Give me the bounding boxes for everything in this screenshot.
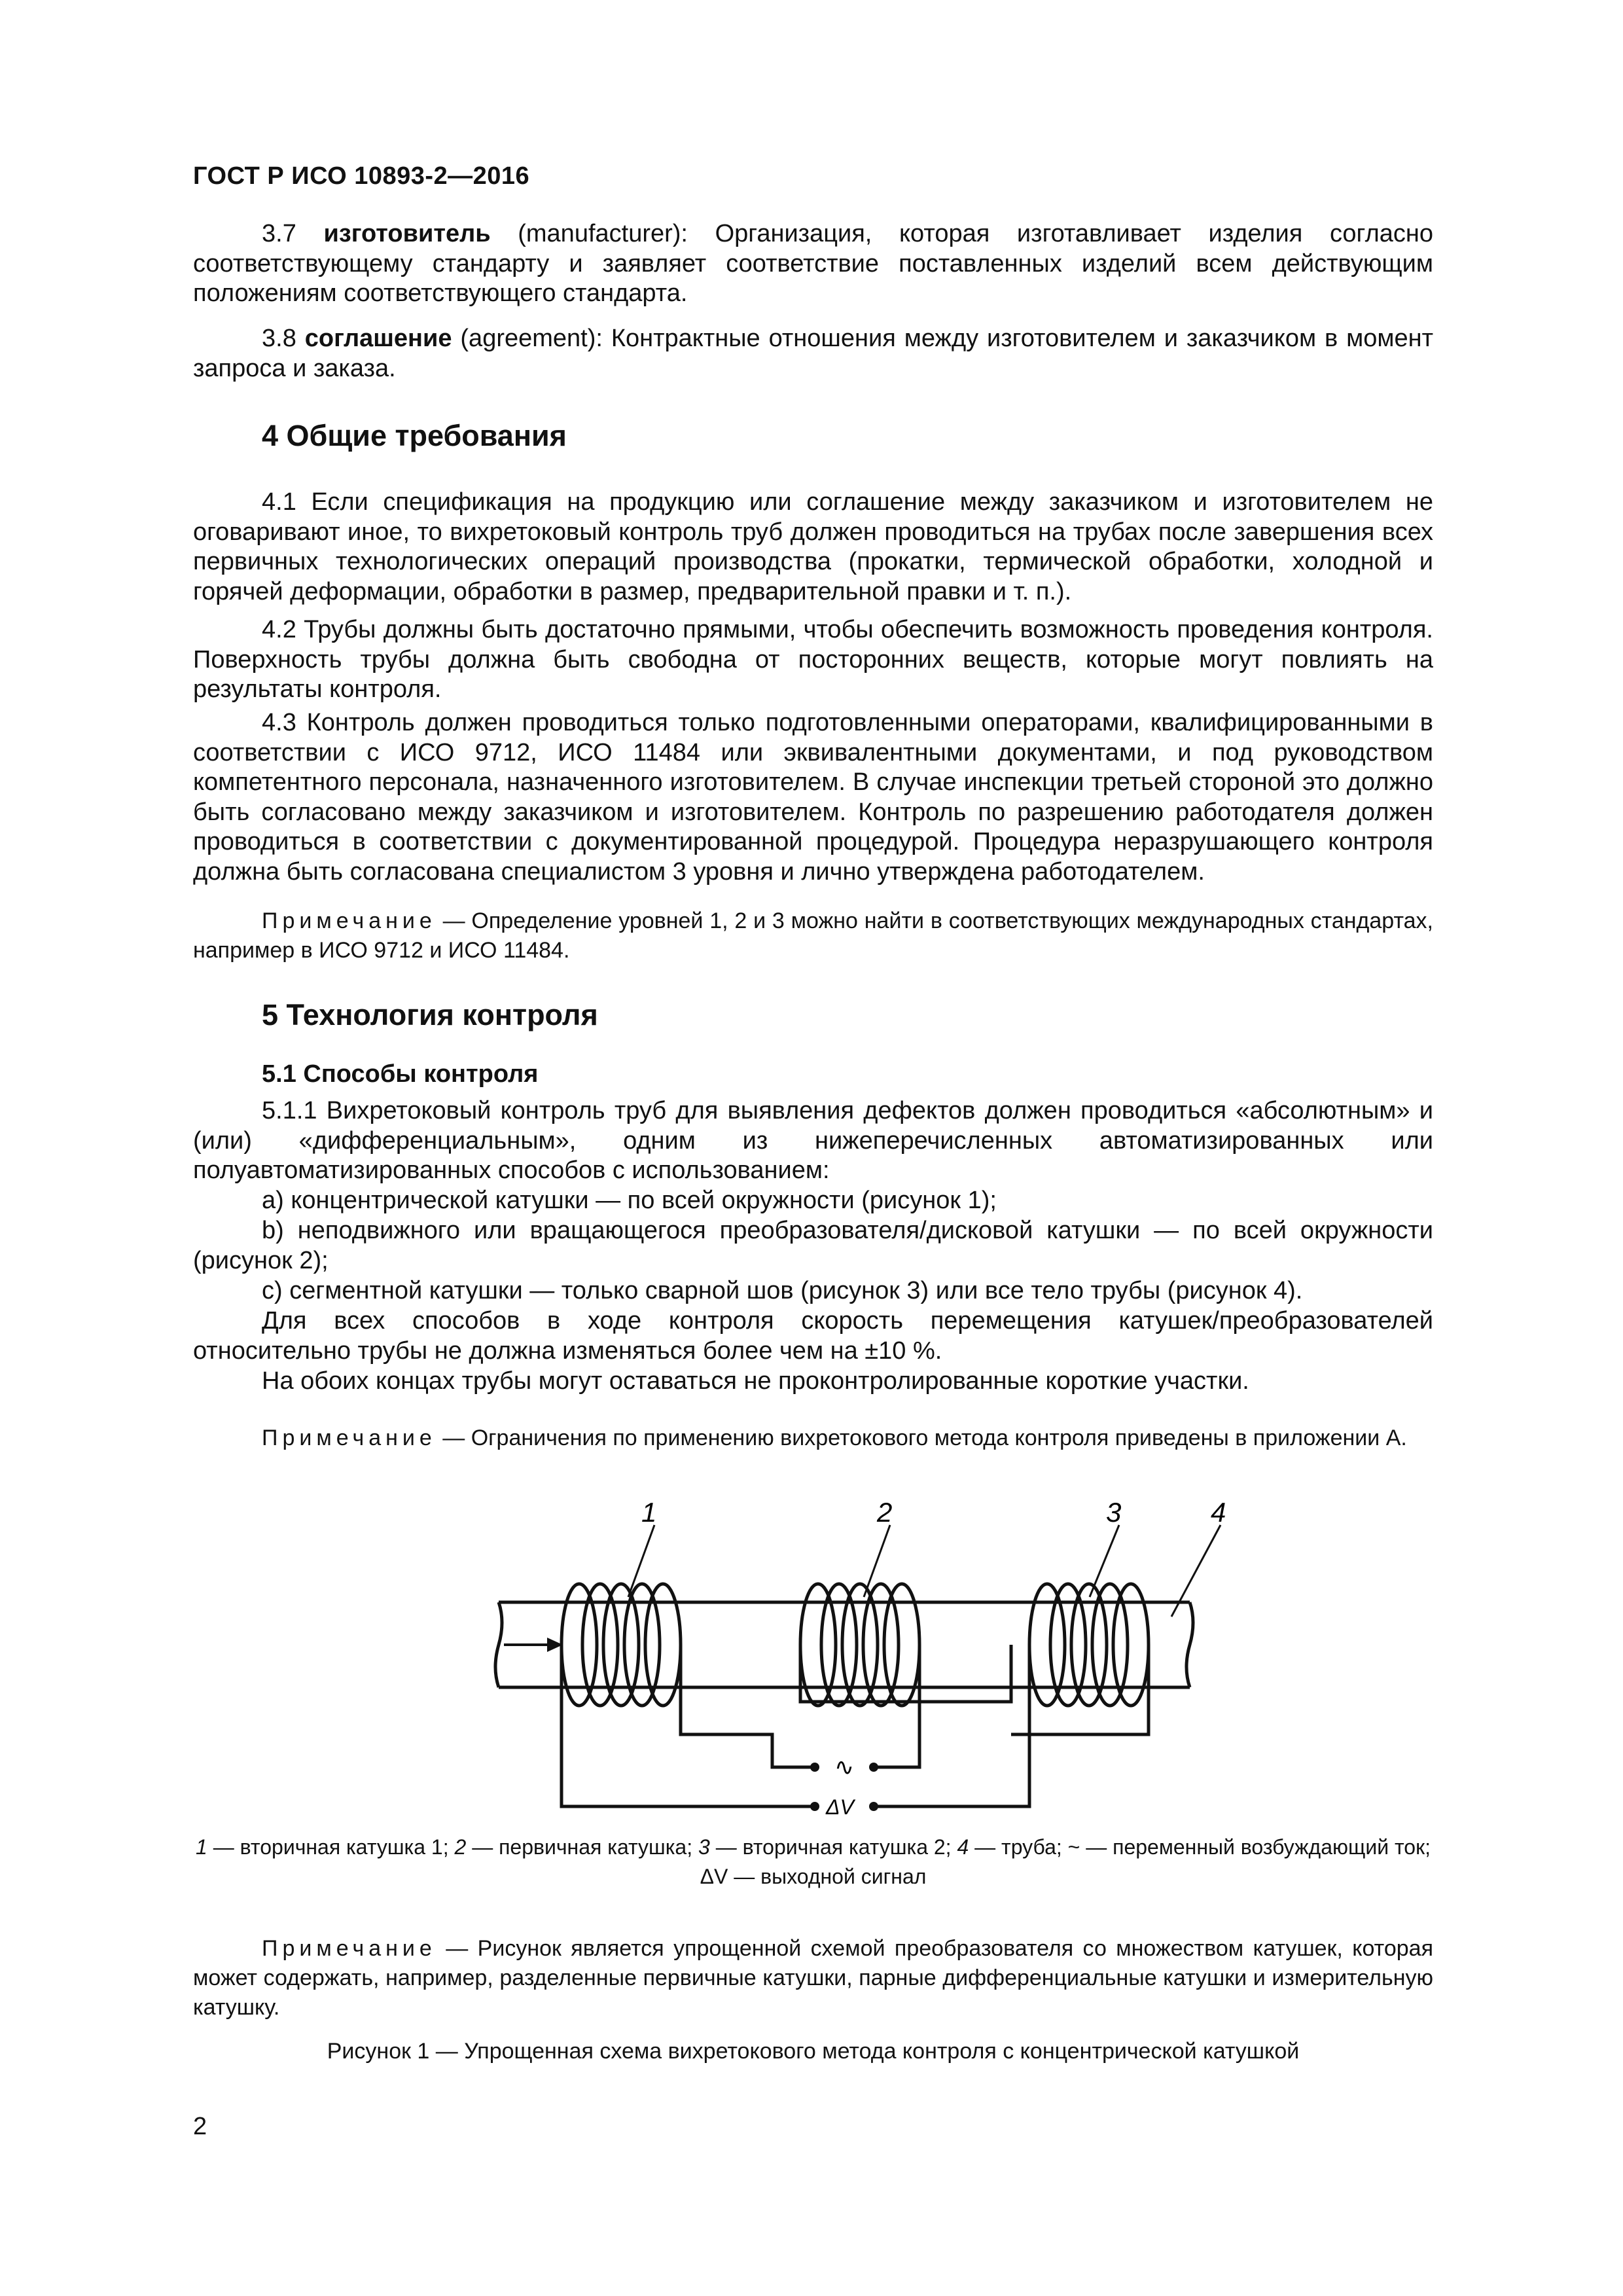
term-name: соглашение: [304, 325, 452, 352]
paragraph-speed: Для всех способов в ходе контроля скорость перемещения катушек/преобразователей относительно трубы не должна изменяться более чем на ±10 %.: [193, 1307, 1433, 1365]
paragraph-4-2: 4.2 Трубы должны быть достаточно прямыми, чтобы обеспечить возможность проведения контроля. Поверхность трубы должна быть свободна от посторонних веществ, которые могут повлиять на результаты контроля.: [193, 616, 1433, 703]
terminal-dv-left: [810, 1802, 819, 1811]
legend-item-dv: ΔV — выходной сигнал: [700, 1865, 927, 1888]
list-item-b: b) неподвижного или вращающегося преобразователя/дисковой катушки — по всей окружности (рисунок 2);: [193, 1217, 1433, 1274]
label-2: 2: [877, 1497, 893, 1528]
paragraph-4-3: 4.3 Контроль должен проводиться только подготовленными операторами, квалифицированными в соответствии с ИСО 9712, ИСО 11484 или эквивалентными документами, и под руководством компетентного персонала, назначенного изготовителем. В случае инспекции третьей стороной это должно быть согласовано между заказчиком и изготовителем. Контроль по разрешению работодателя должен проводиться в соответствии с документированной процедурой. Процедура неразрушающего контроля должна быть согласована специалистом 3 уровня и лично утверждена работодателем.: [193, 709, 1433, 886]
term-3-7: 3.7 изготовитель (manufacturer): Организация, которая изготавливает изделия согласно соответствующему стандарту и заявляет соответствие поставленных изделий всем действующим положениям соответствующего стандарта.: [193, 220, 1434, 307]
label-3: 3: [1106, 1497, 1122, 1528]
leader-1: [628, 1525, 654, 1597]
figure-1-caption: Рисунок 1 — Упрощенная схема вихретокового метода контроля с концентрической катушкой: [327, 2039, 1300, 2064]
term-name: изготовитель: [323, 220, 491, 247]
legend-item-2: 2 — первичная катушка;: [454, 1835, 698, 1859]
section-5-heading: 5 Технология контроля: [262, 998, 598, 1031]
leader-4: [1171, 1525, 1221, 1617]
note-4: Примечание — Определение уровней 1, 2 и 3 можно найти в соответствующих международных стандартах, например в ИСО 9712 и ИСО 11484.: [193, 908, 1433, 963]
wire-series-link: [800, 1645, 1011, 1702]
ac-source-symbol: ∿: [834, 1753, 855, 1780]
terminal-ac-right: [869, 1763, 878, 1772]
legend-item-1: 1 — вторичная катушка 1;: [196, 1835, 455, 1859]
list-item-a: a) концентрической катушки — по всей окружности (рисунок 1);: [262, 1187, 997, 1214]
paragraph-4-1: 4.1 Если спецификация на продукцию или соглашение между заказчиком и изготовителем не оговаривают иное, то вихретоковый контроль труб должен проводиться на трубах после завершения всех первичных технологических операций производства (прокатки, термической обработки, холодной и горячей деформации, обработки в размер, предварительной правки и т. п.).: [193, 488, 1433, 605]
term-3-8: 3.8 соглашение (agreement): Контрактные отношения между изготовителем и заказчиком в момент запроса и заказа.: [193, 325, 1433, 382]
wire-dv-right: [877, 1645, 1029, 1806]
pipe-right-break: [1186, 1602, 1193, 1687]
terminal-dv-right: [869, 1802, 878, 1811]
terminal-ac-left: [810, 1763, 819, 1772]
pipe-left-break: [495, 1602, 502, 1687]
legend-item-3: 3 — вторичная катушка 2;: [698, 1835, 957, 1859]
section-4-heading: 4 Общие требования: [262, 419, 567, 452]
figure-1-note: Примечание — Рисунок является упрощенной схемой преобразователя со множеством катушек, которая может содержать, например, разделенные первичные катушки, парные дифференциальные катушки и измерительную катушку.: [193, 1936, 1433, 2020]
wire-dv-left: [562, 1645, 812, 1806]
figure-1-legend: [193, 1833, 1433, 1892]
note-5: Примечание — Ограничения по применению вихретокового метода контроля приведены в приложении А.: [262, 1426, 1407, 1450]
label-4: 4: [1211, 1497, 1226, 1528]
list-item-c: c) сегментной катушки — только сварной шов (рисунок 3) или все тело трубы (рисунок 4).: [262, 1277, 1303, 1304]
wire-ac-left: [681, 1645, 812, 1767]
output-signal-label: ΔV: [826, 1795, 854, 1819]
paragraph-ends: На обоих концах трубы могут оставаться не проконтролированные короткие участки.: [262, 1367, 1249, 1395]
legend-item-4: 4 — труба;: [957, 1835, 1068, 1859]
subsection-5-1-heading: 5.1 Способы контроля: [262, 1060, 539, 1088]
document-header: ГОСТ Р ИСО 10893-2—2016: [193, 162, 530, 190]
paragraph-5-1-1: 5.1.1 Вихретоковый контроль труб для выявления дефектов должен проводиться «абсолютным» и (или) «дифференциальным», одним из нижеперечисленных автоматизированных или полуавтоматизированных способов с использованием:: [193, 1097, 1433, 1184]
label-1: 1: [641, 1497, 657, 1528]
legend-item-ac: ~ — переменный возбуждающий ток;: [1067, 1835, 1431, 1859]
page-number: 2: [193, 2113, 207, 2140]
